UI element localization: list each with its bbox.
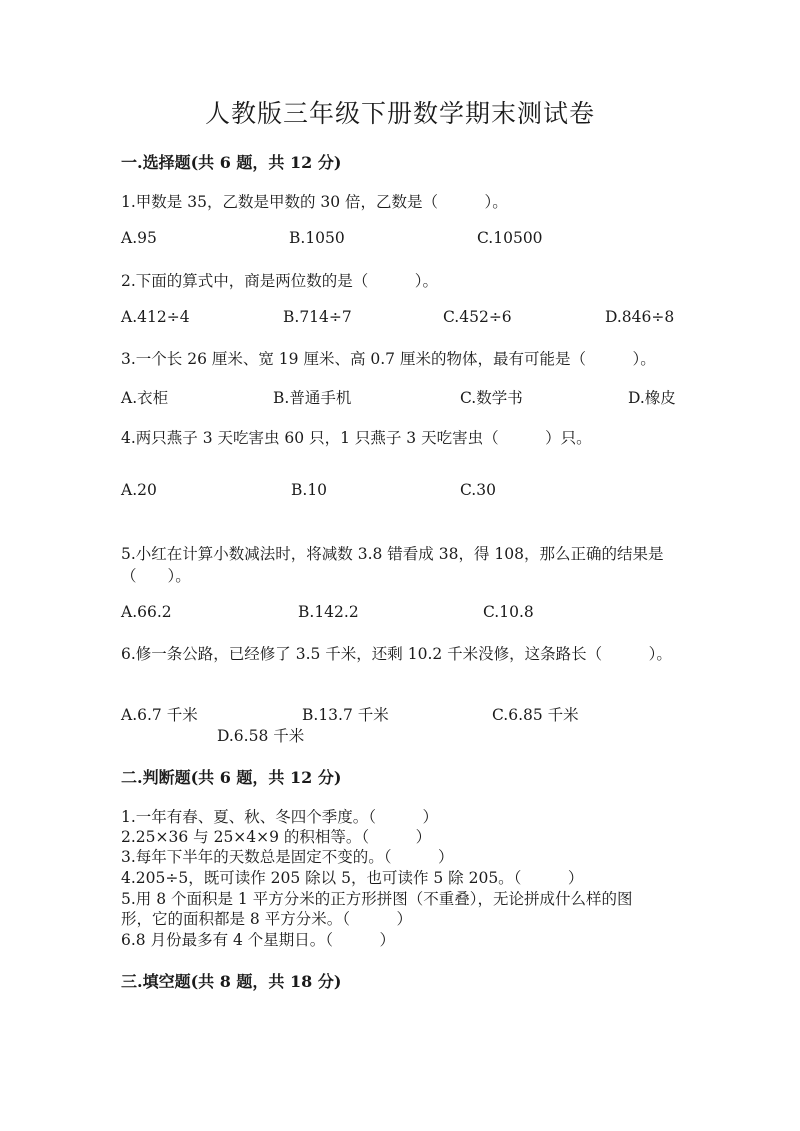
question-1: 1.甲数是 35，乙数是甲数的 30 倍，乙数是（ ）。 — [121, 193, 508, 211]
q6-option-d: D.6.58 千米 — [217, 727, 305, 745]
question-6: 6.修一条公路，已经修了 3.5 千米，还剩 10.2 千米没修，这条路长（ ）。 — [121, 645, 672, 663]
q1-option-b: B.1050 — [289, 229, 345, 247]
question-5-line-1: 5.小红在计算小数减法时，将减数 3.8 错看成 38，得 108，那么正确的结果是 — [121, 545, 664, 563]
q6-option-a: A.6.7 千米 — [121, 706, 198, 724]
q3-option-b: B.普通手机 — [273, 389, 352, 407]
judge-item-2: 2.25×36 与 25×4×9 的积相等。（ ） — [121, 828, 432, 846]
q2-option-a: A.412÷4 — [121, 308, 190, 326]
q1-option-a: A.95 — [121, 229, 157, 247]
question-3: 3.一个长 26 厘米、宽 19 厘米、高 0.7 厘米的物体，最有可能是（ ）。 — [121, 350, 656, 368]
q4-option-c: C.30 — [460, 481, 496, 499]
q3-option-a: A.衣柜 — [121, 389, 169, 407]
section-heading-judge: 二.判断题(共 6 题，共 12 分) — [121, 768, 342, 787]
judge-item-4: 4.205÷5，既可读作 205 除以 5，也可读作 5 除 205。（ ） — [121, 869, 584, 887]
q6-option-c: C.6.85 千米 — [492, 706, 579, 724]
q5-option-b: B.142.2 — [298, 603, 359, 621]
q6-option-b: B.13.7 千米 — [302, 706, 389, 724]
judge-item-6: 6.8 月份最多有 4 个星期日。（ ） — [121, 931, 396, 949]
section-heading-choice: 一.选择题(共 6 题，共 12 分) — [121, 153, 342, 172]
page-title: 人教版三年级下册数学期末测试卷 — [204, 99, 595, 128]
q5-option-a: A.66.2 — [121, 603, 172, 621]
q5-option-c: C.10.8 — [483, 603, 534, 621]
q4-option-b: B.10 — [291, 481, 328, 499]
q3-option-d: D.橡皮 — [628, 389, 676, 407]
judge-item-5-line-1: 5.用 8 个面积是 1 平方分米的正方形拼图（不重叠），无论拼成什么样的图 — [121, 890, 633, 908]
judge-item-1: 1.一年有春、夏、秋、冬四个季度。（ ） — [121, 808, 439, 826]
q1-option-c: C.10500 — [477, 229, 543, 247]
judge-item-5-line-2: 形，它的面积都是 8 平方分米。（ ） — [121, 910, 412, 928]
section-heading-fill: 三.填空题(共 8 题，共 18 分) — [121, 972, 342, 991]
q4-option-a: A.20 — [121, 481, 157, 499]
question-2: 2.下面的算式中，商是两位数的是（ ）。 — [121, 272, 439, 290]
question-4: 4.两只燕子 3 天吃害虫 60 只，1 只燕子 3 天吃害虫（ ）只。 — [121, 429, 592, 447]
q2-option-d: D.846÷8 — [605, 308, 675, 326]
q2-option-b: B.714÷7 — [283, 308, 352, 326]
q3-option-c: C.数学书 — [460, 389, 523, 407]
judge-item-3: 3.每年下半年的天数总是固定不变的。（ ） — [121, 848, 454, 866]
q2-option-c: C.452÷6 — [443, 308, 512, 326]
question-5-line-2: （ ）。 — [121, 567, 191, 585]
